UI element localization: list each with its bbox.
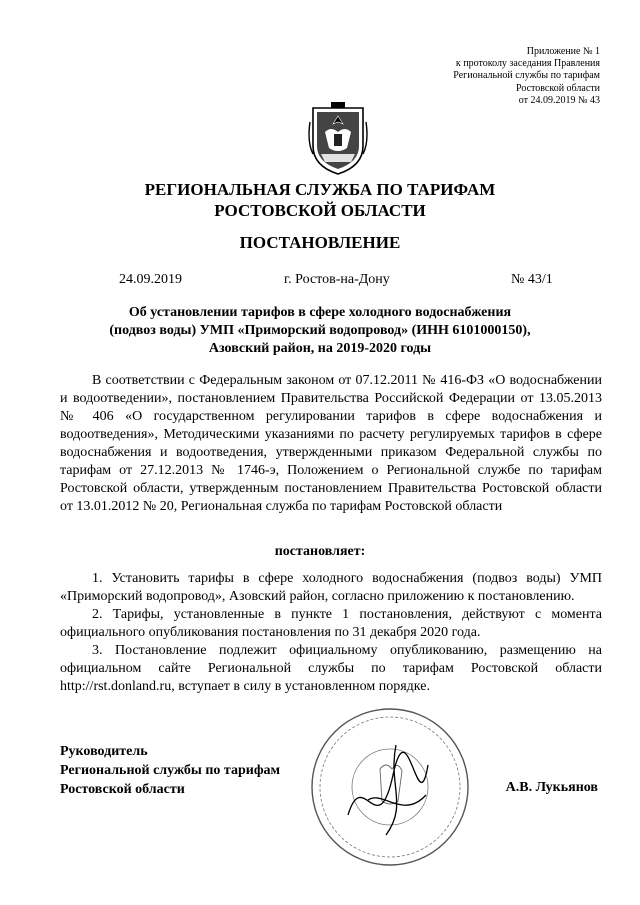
decree-item: 2. Тарифы, установленные в пункте 1 постановления, действуют с момента официального опубликования постановления по 31 декабря 2020 года.	[60, 607, 602, 640]
title-line: Азовский район, на 2019-2020 годы	[208, 341, 432, 356]
document-type: ПОСТАНОВЛЕНИЕ	[239, 233, 401, 252]
signer-position	[60, 742, 280, 799]
org-line: РЕГИОНАЛЬНАЯ СЛУЖБА ПО ТАРИФАМ	[144, 180, 496, 199]
appendix-line: Приложение № 1	[526, 46, 600, 57]
preamble-paragraph: В соответствии с Федеральным законом от 07.12.2011 № 416-ФЗ «О водоснабжении и водоотведении», постановлением Правительства Российской Федерации от 13.05.2013 № 406 «О государственном регулировании тарифов в сфере водоснабжения и водоотведения», Методическими указаниями по расчету регулируемых тарифов в сфере водоснабжения и водоотведения, утвержденными приказом Федеральной службы по тарифам от 27.12.2013 № 1746-э, Положением о Региональной службе по тарифам Ростовской области, утвержденным постановлением Правительства Ростовской области от 13.01.2012 № 20, Региональная служба по тарифам Ростовской области	[60, 373, 602, 514]
document-title	[80, 304, 560, 358]
appendix-line: к протоколу заседания Правления	[455, 58, 600, 70]
decree-item: 3. Постановление подлежит официальному опубликованию, размещению на официальном сайте Региональной службы по тарифам Ростовской области http://rst.donland.ru, вступает в силу в установленном порядке.	[60, 643, 602, 694]
org-line: РОСТОВСКОЙ ОБЛАСТИ	[214, 201, 426, 220]
document-number: № 43/1	[511, 272, 553, 287]
appendix-line: Региональной службы по тарифам	[453, 70, 600, 82]
decree-items	[60, 570, 602, 696]
organization-name	[60, 179, 580, 221]
decree-word: постановляет:	[274, 544, 366, 559]
title-line: (подвоз воды) УМП «Приморский водопровод» (ИНН 6101000150),	[109, 323, 531, 338]
appendix-note	[453, 46, 600, 107]
coat-of-arms-icon	[307, 102, 369, 178]
official-seal-icon	[308, 705, 472, 869]
decree-item: 1. Установить тарифы в сфере холодного водоснабжения (подвоз воды) УМП «Приморский водопровод», Азовский район, согласно приложению к постановлению.	[60, 571, 602, 604]
signer-name: А.В. Лукьянов	[505, 780, 598, 795]
signer-line: Региональной службы по тарифам	[60, 763, 281, 778]
document-city: г. Ростов-на-Дону	[284, 272, 390, 287]
appendix-line: Ростовской области	[516, 82, 600, 94]
title-line: Об установлении тарифов в сфере холодного водоснабжения	[128, 305, 512, 320]
document-date: 24.09.2019	[119, 272, 182, 287]
signer-line: Ростовской области	[60, 782, 185, 797]
signer-line: Руководитель	[60, 744, 148, 759]
appendix-line: от 24.09.2019 № 43	[518, 94, 600, 106]
